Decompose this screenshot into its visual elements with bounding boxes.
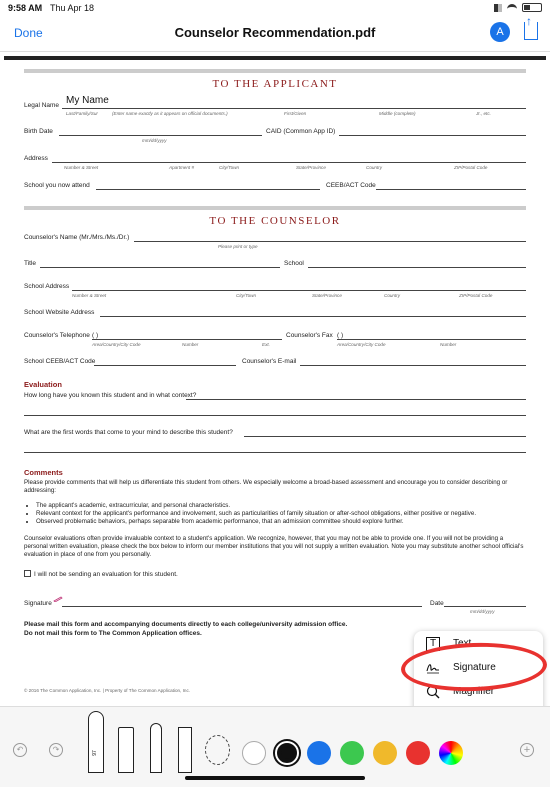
birth-date-sub: mm/dd/yyyy <box>142 138 167 143</box>
counselor-name-sub: Please print or type <box>218 244 258 249</box>
title-line[interactable] <box>40 267 280 268</box>
email-line[interactable] <box>300 365 526 366</box>
ceeb-code-label: CEEB/ACT Code <box>326 182 376 189</box>
telephone-label: Counselor's Telephone <box>24 332 90 339</box>
comments-paragraph: Counselor evaluations often provide invaluable context to a student's application. We recognize, however, that you may not be able to provide one. If you will not be providing a personal written evaluation, please check the box below to inform our member institutions that you will not supply a written evaluation. Note you may substitute another school official's evaluation in place of one from you personally. <box>24 535 524 558</box>
signature-line[interactable] <box>62 606 422 607</box>
text-box-icon: T <box>426 637 440 651</box>
comments-bullets <box>24 502 524 526</box>
color-swatch-blue[interactable] <box>307 741 331 765</box>
eraser-tool[interactable] <box>178 727 192 773</box>
birth-date-label: Birth Date <box>24 128 53 135</box>
counselor-name-label: Counselor's Name (Mr./Mrs./Ms./Dr.) <box>24 234 130 241</box>
question-2-label: What are the first words that come to your mind to describe this student? <box>24 429 233 436</box>
home-indicator <box>185 776 365 780</box>
address-sub: Apartment # <box>169 165 195 170</box>
status-bar <box>0 0 550 16</box>
markup-toolbar <box>0 706 550 787</box>
legal-name-value[interactable]: My Name <box>66 95 109 106</box>
legal-name-sub: (Enter name exactly as it appears on official documents.) <box>112 111 228 116</box>
birth-date-line[interactable] <box>59 135 262 136</box>
address-sub: ZIP/Postal Code <box>454 165 488 170</box>
document-top-rule <box>4 56 546 60</box>
question-1-line[interactable] <box>24 415 526 416</box>
legal-name-sub: Jr., etc. <box>476 111 491 116</box>
status-date: Thu Apr 18 <box>50 3 95 13</box>
fax-line[interactable] <box>337 339 526 340</box>
no-evaluation-checkbox[interactable] <box>24 570 31 577</box>
section-divider <box>24 69 526 73</box>
fax-sub: Number <box>440 342 457 347</box>
signal-icon <box>494 4 502 12</box>
date-line[interactable] <box>444 606 526 607</box>
question-2-line[interactable] <box>24 452 526 453</box>
legal-name-sub: First/Given <box>284 111 307 116</box>
website-line[interactable] <box>100 316 526 317</box>
date-sub: mm/dd/yyyy <box>470 609 495 614</box>
signature-pen-icon <box>53 596 63 602</box>
question-2-line[interactable] <box>244 436 526 437</box>
school-ceeb-line[interactable] <box>94 365 236 366</box>
school-attend-line[interactable] <box>96 189 320 190</box>
comments-intro: Please provide comments that will help us differentiate this student from others. We especially welcome a broad-based assessment and encourage you to consider describing or addressing: <box>24 479 508 494</box>
telephone-sub: Ext. <box>262 342 270 347</box>
evaluation-heading: Evaluation <box>24 380 62 389</box>
website-label: School Website Address <box>24 309 95 316</box>
school-ceeb-label: School CEEB/ACT Code <box>24 358 96 365</box>
caid-label: CAID (Common App ID) <box>266 128 336 135</box>
school-address-sub: ZIP/Postal Code <box>459 293 493 298</box>
document-title: Counselor Recommendation.pdf <box>174 25 376 40</box>
school-address-sub: State/Province <box>312 293 342 298</box>
school-address-sub: Number & Street <box>72 293 107 298</box>
menu-item-label: Text <box>453 638 472 649</box>
caid-line[interactable] <box>339 135 526 136</box>
telephone-area-paren: ( ) <box>92 332 99 339</box>
telephone-sub: Area/Country/City Code <box>92 342 141 347</box>
telephone-line[interactable] <box>92 339 282 340</box>
menu-item-label: Signature <box>453 662 496 673</box>
pen-tool[interactable] <box>88 711 104 773</box>
applicant-section-title: TO THE APPLICANT <box>212 78 338 90</box>
color-swatch-red[interactable] <box>406 741 430 765</box>
pen-width-label: 97 <box>91 750 98 756</box>
navigation-bar <box>0 16 550 52</box>
address-sub: State/Province <box>296 165 326 170</box>
bullet-item: • Relevant context for the applicant's performance and involvement, such as particularities of family situation or after-school obligations, either positive or negative. <box>36 510 524 518</box>
legal-name-line[interactable] <box>62 108 526 109</box>
email-label: Counselor's E-mail <box>242 358 297 365</box>
pdf-document <box>4 53 546 705</box>
signature-label: Signature <box>24 600 52 607</box>
address-line[interactable] <box>52 162 526 163</box>
question-1-label: How long have you known this student and in what context? <box>24 392 197 399</box>
menu-item-label: Magnifier <box>453 686 495 697</box>
legal-name-sub: Last/Family/Sur <box>66 111 98 116</box>
comments-heading: Comments <box>24 468 63 477</box>
fax-label: Counselor's Fax <box>286 332 333 339</box>
wifi-icon <box>507 4 517 12</box>
school-attend-label: School you now attend <box>24 182 90 189</box>
counselor-section-title: TO THE COUNSELOR <box>209 215 341 227</box>
school-address-label: School Address <box>24 283 70 290</box>
markup-pen-icon[interactable]: A <box>490 22 510 42</box>
color-swatch-white[interactable] <box>242 741 266 765</box>
share-icon[interactable] <box>524 22 538 40</box>
address-sub: City/Town <box>219 165 239 170</box>
question-1-line[interactable] <box>186 399 526 400</box>
lasso-tool[interactable] <box>205 735 230 765</box>
school-line[interactable] <box>308 267 526 268</box>
bullet-item: • Observed problematic behaviors, perhaps separable from academic performance, that an admission committee should explore further. <box>36 518 524 526</box>
color-swatch-green[interactable] <box>340 741 364 765</box>
checkbox-label: I will not be sending an evaluation for this student. <box>34 571 178 578</box>
done-button[interactable]: Done <box>14 26 43 40</box>
pencil-tool[interactable] <box>150 723 162 773</box>
status-time: 9:58 AM <box>8 3 43 13</box>
fax-area-paren: ( ) <box>337 332 344 339</box>
mail-instruction: Please mail this form and accompanying documents directly to each college/university admission office. <box>24 621 348 628</box>
school-address-sub: Country <box>384 293 401 298</box>
fax-sub: Area/Country/City Code <box>337 342 386 347</box>
add-markup-plus-icon[interactable]: + <box>520 743 534 757</box>
counselor-name-line[interactable] <box>134 241 526 242</box>
address-sub: Number & Street <box>64 165 99 170</box>
legal-name-label: Legal Name <box>24 102 60 109</box>
date-label: Date <box>430 600 444 607</box>
address-sub: Country <box>366 165 383 170</box>
ceeb-code-line[interactable] <box>376 189 526 190</box>
battery-icon <box>522 3 542 12</box>
redo-icon[interactable]: ↷ <box>49 743 63 757</box>
marker-tool[interactable] <box>118 727 134 773</box>
color-picker-wheel-icon[interactable] <box>439 741 463 765</box>
status-icons <box>494 3 542 12</box>
section-divider <box>24 206 526 210</box>
footer-copyright: © 2016 The Common Application, Inc. | Property of The Common Application, Inc. <box>24 688 191 693</box>
color-swatch-yellow[interactable] <box>373 741 397 765</box>
telephone-sub: Number <box>182 342 199 347</box>
undo-icon[interactable]: ↶ <box>13 743 27 757</box>
bullet-item: • The applicant's academic, extracurricular, and personal characteristics. <box>36 502 524 510</box>
title-label: Title <box>24 260 37 267</box>
address-label: Address <box>24 155 48 162</box>
school-label: School <box>284 260 304 267</box>
school-address-line[interactable] <box>72 290 526 291</box>
color-swatch-black[interactable] <box>275 741 299 765</box>
school-address-sub: City/Town <box>236 293 256 298</box>
mail-instruction: Do not mail this form to The Common Application offices. <box>24 630 202 637</box>
legal-name-sub: Middle (complete) <box>379 111 416 116</box>
